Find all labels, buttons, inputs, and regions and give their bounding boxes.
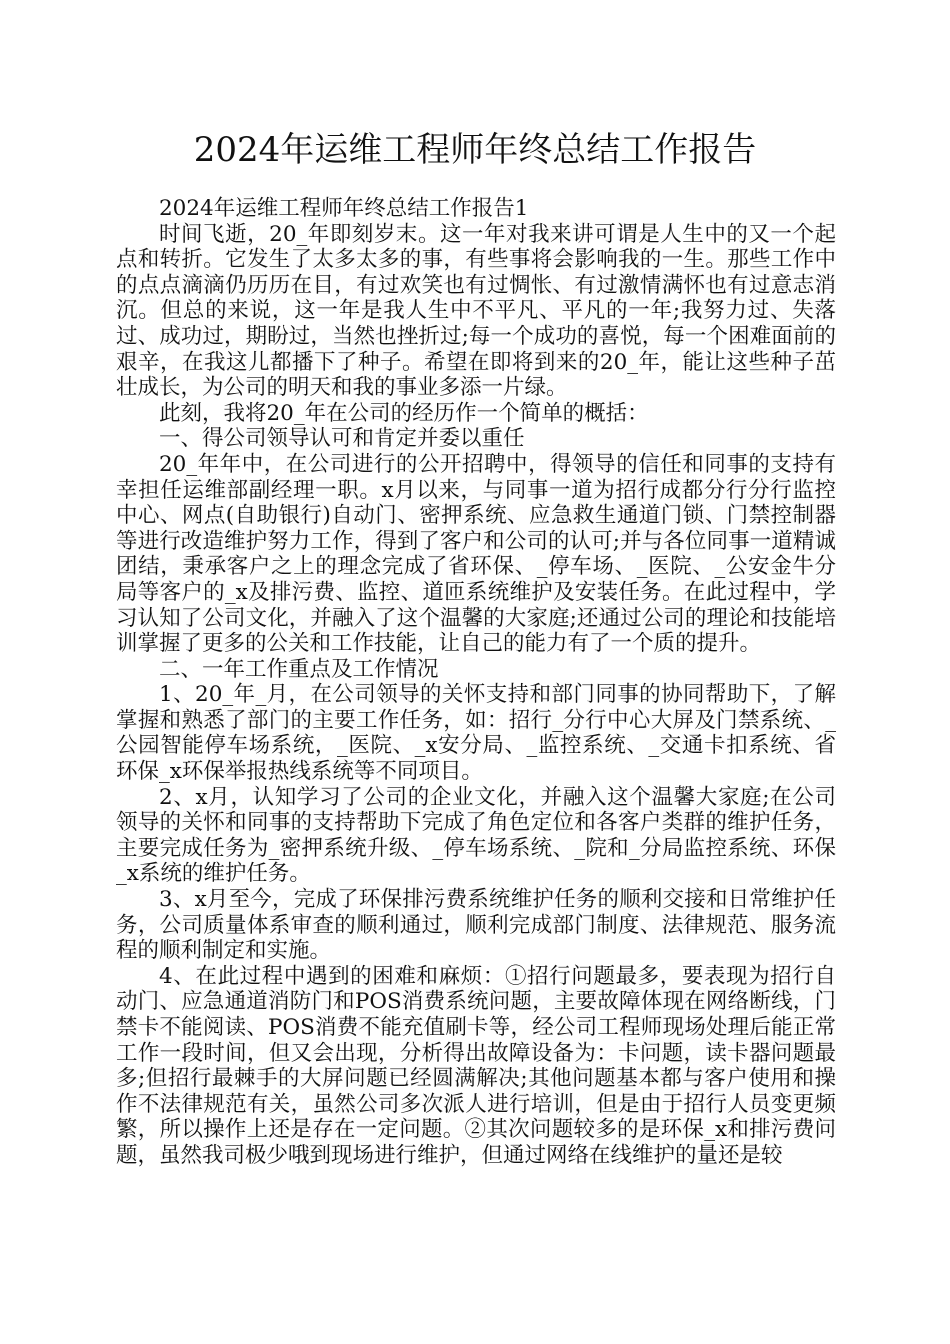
section-heading-1: 一、得公司领导认可和肯定并委以重任 [159,426,525,452]
paragraph-item-4: 4、在此过程中遇到的困难和麻烦：①招行问题最多，要表现为招行自动门、应急通道消防门和POS消费系统问题，主要故障体现在网络断线，门禁卡不能阅读、POS消费不能充值刷卡等，经公司工程师现场处理后能正常工作一段时间，但又会出现，分析得出故障设备为：卡问题，读卡器问题最多;但招行最棘手的大屏问题已经圆满解决;其他问题基本都与客户使用和操作不法律规范有关，虽然公司多次派人进行培训，但是由于招行人员变更频繁，所以操作上还是存在一定问题。②其次问题较多的是环保_x和排污费问题，虽然我司极少哦到现场进行维护，但通过网络在线维护的量还是较 [116,963,836,1168]
section-heading-2: 二、一年工作重点及工作情况 [159,656,439,682]
document-body [116,196,836,1169]
paragraph-item-1: 1、20_年_月，在公司领导的关怀支持和部门同事的协同帮助下，了解掌握和熟悉了部门的主要工作任务，如：招行_分行中心大屏及门禁系统、_公园智能停车场系统，_医院、_x安分局、_监控系统、_交通卡扣系统、省环保_x环保举报热线系统等不同项目。 [116,682,836,785]
paragraph-section-1: 20_年年中，在公司进行的公开招聘中，得领导的信任和同事的支持有幸担任运维部副经理一职。x月以来，与同事一道为招行成都分行分行监控中心、网点(自助银行)自动门、密押系统、应急救生通道门锁、门禁控制器等进行改造维护努力工作，得到了客户和公司的认可;并与各位同事一道精诚团结，秉承客户之上的理念完成了省环保、_停车场、_医院、_公安金牛分局等客户的_x及排污费、监控、道匝系统维护及安装任务。在此过程中，学习认知了公司文化，并融入了这个温馨的大家庭;还通过公司的理论和技能培训掌握了更多的公关和工作技能，让自己的能力有了一个质的提升。 [116,451,836,657]
report-subtitle: 2024年运维工程师年终总结工作报告1 [159,196,529,221]
paragraph-summary-lead: 此刻，我将20_年在公司的经历作一个简单的概括： [159,400,649,426]
paragraph-item-3: 3、x月至今，完成了环保排污费系统维护任务的顺利交接和日常维护任务，公司质量体系审查的顺利通过，顺利完成部门制度、法律规范、服务流程的顺利制定和实施。 [116,887,836,964]
paragraph-intro: 时间飞逝，20_年即刻岁末。这一年对我来讲可谓是人生中的又一个起点和转折。它发生了太多太多的事，有些事将会影响我的一生。那些工作中的点点滴滴仍历历在目，有过欢笑也有过惆怅、有过激情满怀也有过意志消沉。但总的来说，这一年是我人生中不平凡、平凡的一年;我努力过、失落过、成功过，期盼过，当然也挫折过;每一个成功的喜悦，每一个困难面前的艰辛，在我这儿都播下了种子。希望在即将到来的20_年，能让这些种子茁壮成长，为公司的明天和我的事业多添一片绿。 [116,221,836,401]
document-title: 2024年运维工程师年终总结工作报告 [193,130,757,170]
paragraph-item-2: 2、x月，认知学习了公司的企业文化，并融入这个温馨大家庭;在公司领导的关怀和同事的支持帮助下完成了角色定位和各客户类群的维护任务，主要完成任务为_密押系统升级、_停车场系统、_院和_分局监控系统、环保_x系统的维护任务。 [116,784,836,887]
